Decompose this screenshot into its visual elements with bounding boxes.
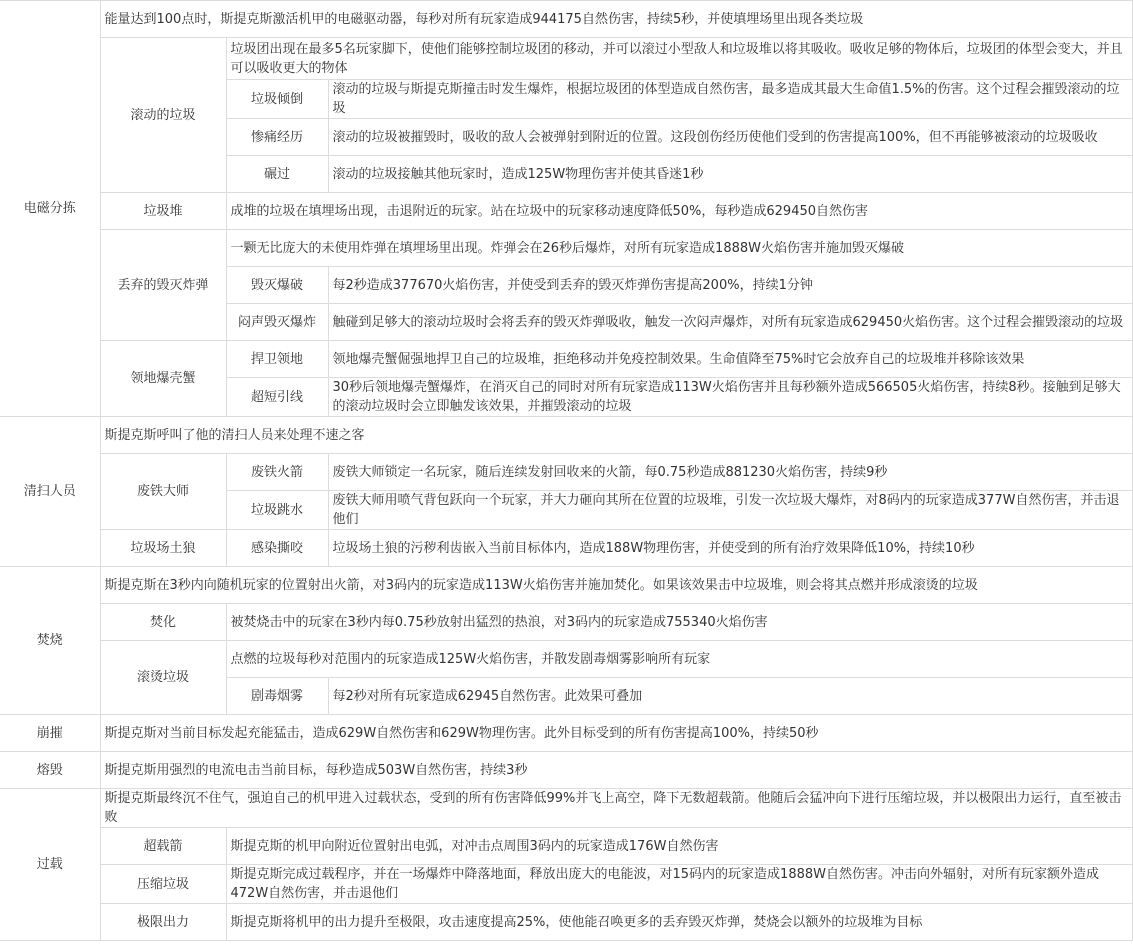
table-row xyxy=(0,604,1133,641)
ability-name: 电磁分拣 xyxy=(0,1,100,417)
sub-ability-desc: 成堆的垃圾在填埋场出现，击退附近的玩家。站在垃圾中的玩家移动速度降低50%，每秒造成629450自然伤害 xyxy=(226,193,1133,230)
table-row xyxy=(0,641,1133,678)
table-row xyxy=(0,752,1133,789)
effect-desc: 废铁大师用喷气背包跃向一个玩家，并大力砸向其所在位置的垃圾堆，引发一次垃圾大爆炸，对8码内的玩家造成377W自然伤害，并击退他们 xyxy=(328,491,1133,530)
effect-name: 剧毒烟雾 xyxy=(226,678,328,715)
sub-ability-desc: 点燃的垃圾每秒对范围内的玩家造成125W火焰伤害，并散发剧毒烟雾影响所有玩家 xyxy=(226,641,1133,678)
table-row xyxy=(0,38,1133,80)
effect-name: 垃圾倾倒 xyxy=(226,80,328,119)
table-row xyxy=(0,904,1133,941)
table-row xyxy=(0,530,1133,567)
effect-desc: 触碰到足够大的滚动垃圾时会将丢弃的毁灭炸弹吸收，触发一次闷声爆炸，对所有玩家造成629450火焰伤害。这个过程会摧毁滚动的垃圾 xyxy=(328,304,1133,341)
effect-desc: 垃圾场土狼的污秽利齿嵌入当前目标体内，造成188W物理伤害，并使受到的所有治疗效果降低10%，持续10秒 xyxy=(328,530,1133,567)
effect-name: 垃圾跳水 xyxy=(226,491,328,530)
sub-ability-name: 废铁大师 xyxy=(100,454,226,530)
sub-ability-name: 滚动的垃圾 xyxy=(100,38,226,193)
effect-name: 碾过 xyxy=(226,156,328,193)
effect-desc: 废铁大师锁定一名玩家，随后连续发射回收来的火箭，每0.75秒造成881230火焰伤害，持续9秒 xyxy=(328,454,1133,491)
table-row xyxy=(0,230,1133,267)
effect-desc: 30秒后领地爆壳蟹爆炸，在消灭自己的同时对所有玩家造成113W火焰伤害并且每秒额外造成566505火焰伤害，持续8秒。接触到足够大的滚动垃圾时会立即触发该效果，并摧毁滚动的垃圾 xyxy=(328,378,1133,417)
effect-desc: 滚动的垃圾接触其他玩家时，造成125W物理伤害并使其昏迷1秒 xyxy=(328,156,1133,193)
table-row xyxy=(0,715,1133,752)
ability-name: 崩摧 xyxy=(0,715,100,752)
table-row xyxy=(0,865,1133,904)
sub-ability-name: 极限出力 xyxy=(100,904,226,941)
sub-ability-name: 垃圾场土狼 xyxy=(100,530,226,567)
table-row xyxy=(0,828,1133,865)
table-row xyxy=(0,789,1133,828)
sub-ability-desc: 斯提克斯将机甲的出力提升至极限，攻击速度提高25%，使他能召唤更多的丢弃毁灭炸弹，焚烧会以额外的垃圾堆为目标 xyxy=(226,904,1133,941)
sub-ability-name: 领地爆壳蟹 xyxy=(100,341,226,417)
table-row xyxy=(0,417,1133,454)
ability-name: 清扫人员 xyxy=(0,417,100,567)
ability-desc: 斯提克斯用强烈的电流电击当前目标，每秒造成503W自然伤害，持续3秒 xyxy=(100,752,1133,789)
sub-ability-desc: 垃圾团出现在最多5名玩家脚下，使他们能够控制垃圾团的移动，并可以滚过小型敌人和垃圾堆以将其吸收。吸收足够的物体后，垃圾团的体型会变大，并且可以吸收更大的物体 xyxy=(226,38,1133,80)
effect-desc: 领地爆壳蟹倔强地捍卫自己的垃圾堆，拒绝移动并免疫控制效果。生命值降至75%时它会放弃自己的垃圾堆并移除该效果 xyxy=(328,341,1133,378)
effect-name: 废铁火箭 xyxy=(226,454,328,491)
ability-name: 过载 xyxy=(0,789,100,941)
table-row xyxy=(0,1,1133,38)
effect-name: 超短引线 xyxy=(226,378,328,417)
effect-desc: 滚动的垃圾与斯提克斯撞击时发生爆炸，根据垃圾团的体型造成自然伤害，最多造成其最大生命值1.5%的伤害。这个过程会摧毁滚动的垃圾 xyxy=(328,80,1133,119)
sub-ability-name: 滚烫垃圾 xyxy=(100,641,226,715)
sub-ability-desc: 斯提克斯的机甲向附近位置射出电弧，对冲击点周围3码内的玩家造成176W自然伤害 xyxy=(226,828,1133,865)
effect-name: 惨痛经历 xyxy=(226,119,328,156)
table-row xyxy=(0,567,1133,604)
table-row xyxy=(0,454,1133,491)
effect-desc: 滚动的垃圾被摧毁时，吸收的敌人会被弹射到附近的位置。这段创伤经历使他们受到的伤害提高100%，但不再能够被滚动的垃圾吸收 xyxy=(328,119,1133,156)
sub-ability-name: 丢弃的毁灭炸弹 xyxy=(100,230,226,341)
effect-name: 感染撕咬 xyxy=(226,530,328,567)
sub-ability-name: 焚化 xyxy=(100,604,226,641)
table-row xyxy=(0,193,1133,230)
table-row xyxy=(0,341,1133,378)
sub-ability-desc: 被焚烧击中的玩家在3秒内每0.75秒放射出猛烈的热浪，对3码内的玩家造成755340火焰伤害 xyxy=(226,604,1133,641)
effect-name: 闷声毁灭爆炸 xyxy=(226,304,328,341)
ability-desc: 斯提克斯在3秒内向随机玩家的位置射出火箭，对3码内的玩家造成113W火焰伤害并施加焚化。如果该效果击中垃圾堆，则会将其点燃并形成滚烫的垃圾 xyxy=(100,567,1133,604)
ability-name: 焚烧 xyxy=(0,567,100,715)
sub-ability-name: 超载箭 xyxy=(100,828,226,865)
effect-name: 毁灭爆破 xyxy=(226,267,328,304)
sub-ability-name: 垃圾堆 xyxy=(100,193,226,230)
ability-desc: 斯提克斯最终沉不住气，强迫自己的机甲进入过载状态，受到的所有伤害降低99%并飞上高空，降下无数超载箭。他随后会猛冲向下进行压缩垃圾，并以极限出力运行，直至被击败 xyxy=(100,789,1133,828)
ability-desc: 能量达到100点时，斯提克斯激活机甲的电磁驱动器，每秒对所有玩家造成944175自然伤害，持续5秒，并使填埋场里出现各类垃圾 xyxy=(100,1,1133,38)
sub-ability-desc: 一颗无比庞大的未使用炸弹在填埋场里出现。炸弹会在26秒后爆炸，对所有玩家造成1888W火焰伤害并施加毁灭爆破 xyxy=(226,230,1133,267)
effect-desc: 每2秒对所有玩家造成62945自然伤害。此效果可叠加 xyxy=(328,678,1133,715)
ability-desc: 斯提克斯呼叫了他的清扫人员来处理不速之客 xyxy=(100,417,1133,454)
sub-ability-desc: 斯提克斯完成过载程序，并在一场爆炸中降落地面，释放出庞大的电能波，对15码内的玩家造成1888W自然伤害。冲击向外辐射，对所有玩家额外造成472W自然伤害，并击退他们 xyxy=(226,865,1133,904)
sub-ability-name: 压缩垃圾 xyxy=(100,865,226,904)
effect-name: 捍卫领地 xyxy=(226,341,328,378)
ability-desc: 斯提克斯对当前目标发起充能猛击，造成629W自然伤害和629W物理伤害。此外目标受到的所有伤害提高100%，持续50秒 xyxy=(100,715,1133,752)
ability-name: 熔毁 xyxy=(0,752,100,789)
effect-desc: 每2秒造成377670火焰伤害，并使受到丢弃的毁灭炸弹伤害提高200%，持续1分钟 xyxy=(328,267,1133,304)
